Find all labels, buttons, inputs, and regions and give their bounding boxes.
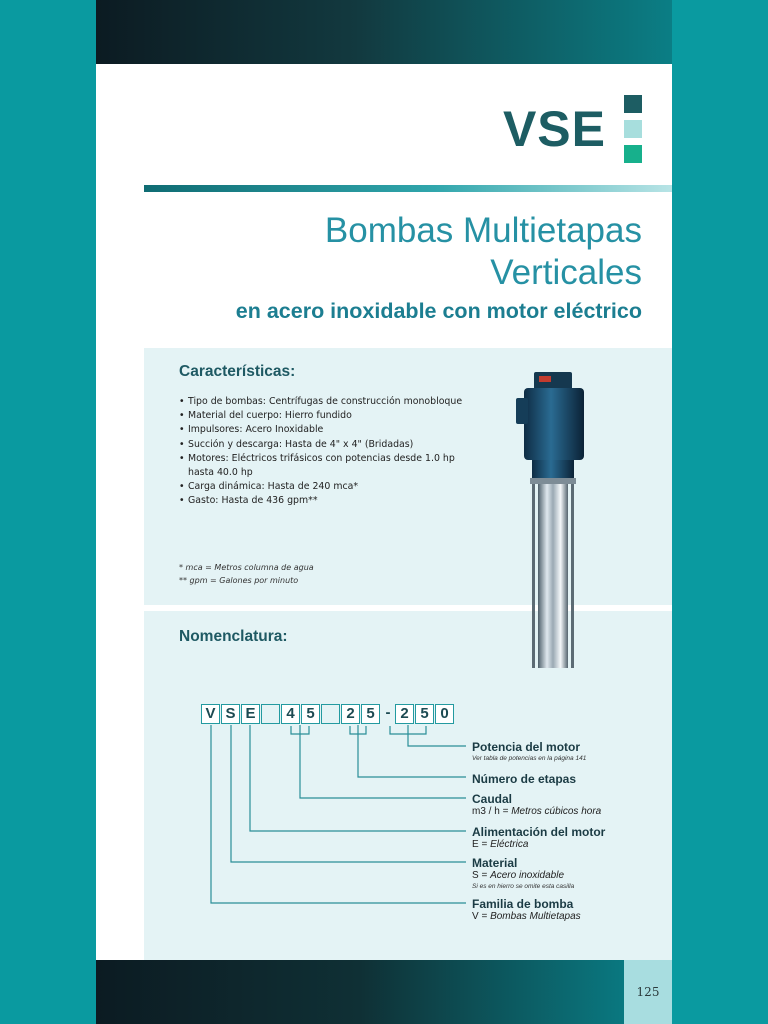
- page-number: 125: [624, 960, 672, 1024]
- code-char-flow: 4: [281, 704, 300, 724]
- feature-item: • Succión y descarga: Hasta de 4" x 4" (Bridadas): [179, 438, 479, 452]
- feature-item: • Impulsores: Acero Inoxidable: [179, 423, 479, 437]
- feature-item: • Tipo de bombas: Centrífugas de construcción monobloque: [179, 395, 479, 409]
- code-char-power: 5: [415, 704, 434, 724]
- legend-motor-power: Potencia del motor Ver tabla de potencias en la página 141: [472, 740, 587, 762]
- brand-logo-text: VSE: [502, 101, 606, 157]
- page-subtitle: en acero inoxidable con motor eléctrico: [235, 299, 642, 323]
- tie-rod-right: [571, 484, 574, 668]
- header-accent-line: [144, 185, 672, 192]
- legend-flow: Caudal m3 / h = Metros cúbicos hora: [472, 792, 602, 817]
- code-char-family: V: [201, 704, 220, 724]
- features-list: [179, 395, 479, 509]
- upper-flange: [530, 478, 576, 484]
- legend-stages: Número de etapas: [472, 772, 577, 786]
- code-char-material: S: [221, 704, 240, 724]
- motor-lantern: [532, 460, 574, 478]
- title-line-1: Bombas Multietapas: [324, 211, 642, 250]
- title-line-2: Verticales: [490, 253, 642, 292]
- code-char-blank: [261, 704, 280, 724]
- logo-square-green: [624, 145, 642, 163]
- logo-square-light: [624, 120, 642, 138]
- code-char-power: 2: [395, 704, 414, 724]
- legend-pump-family: Familia de bomba V = Bombas Multietapas: [472, 897, 581, 922]
- code-char-power: 0: [435, 704, 454, 724]
- steel-sleeve: [538, 484, 568, 668]
- feature-item: • Gasto: Hasta de 436 gpm**: [179, 494, 479, 508]
- legend-power-supply: Alimentación del motor E = Eléctrica: [472, 825, 606, 850]
- vertical-pump-image: [510, 368, 600, 668]
- motor-body: [524, 388, 584, 460]
- tie-rod-left: [532, 484, 535, 668]
- code-char-blank: [321, 704, 340, 724]
- top-decorative-band: [96, 0, 672, 64]
- page-title: [142, 210, 642, 294]
- code-char-power-supply: E: [241, 704, 260, 724]
- motor-terminal-box: [516, 398, 528, 424]
- characteristics-heading: Características:: [179, 363, 296, 380]
- code-char-dash: -: [385, 704, 391, 721]
- catalog-page: [96, 64, 672, 960]
- feature-item: • Material del cuerpo: Hierro fundido: [179, 409, 479, 423]
- code-char-stages: 5: [361, 704, 380, 724]
- nomenclature-heading: Nomenclatura:: [179, 628, 288, 645]
- feature-item: • Carga dinámica: Hasta de 240 mca*: [179, 480, 479, 494]
- feature-item: • Motores: Eléctricos trifásicos con potencias desde 1.0 hp hasta 40.0 hp: [179, 452, 479, 480]
- footnote-mca: * mca = Metros columna de agua: [179, 563, 314, 572]
- bottom-decorative-band: [96, 960, 624, 1024]
- logo-square-dark: [624, 95, 642, 113]
- brand-logo-squares: [624, 95, 642, 170]
- footnote-gpm: ** gpm = Galones por minuto: [179, 575, 299, 585]
- motor-label: [539, 376, 551, 382]
- code-char-flow: 5: [301, 704, 320, 724]
- legend-material: Material S = Acero inoxidable Si es en hierro se omite esta casilla: [472, 856, 575, 890]
- code-char-stages: 2: [341, 704, 360, 724]
- footnotes: [179, 562, 314, 587]
